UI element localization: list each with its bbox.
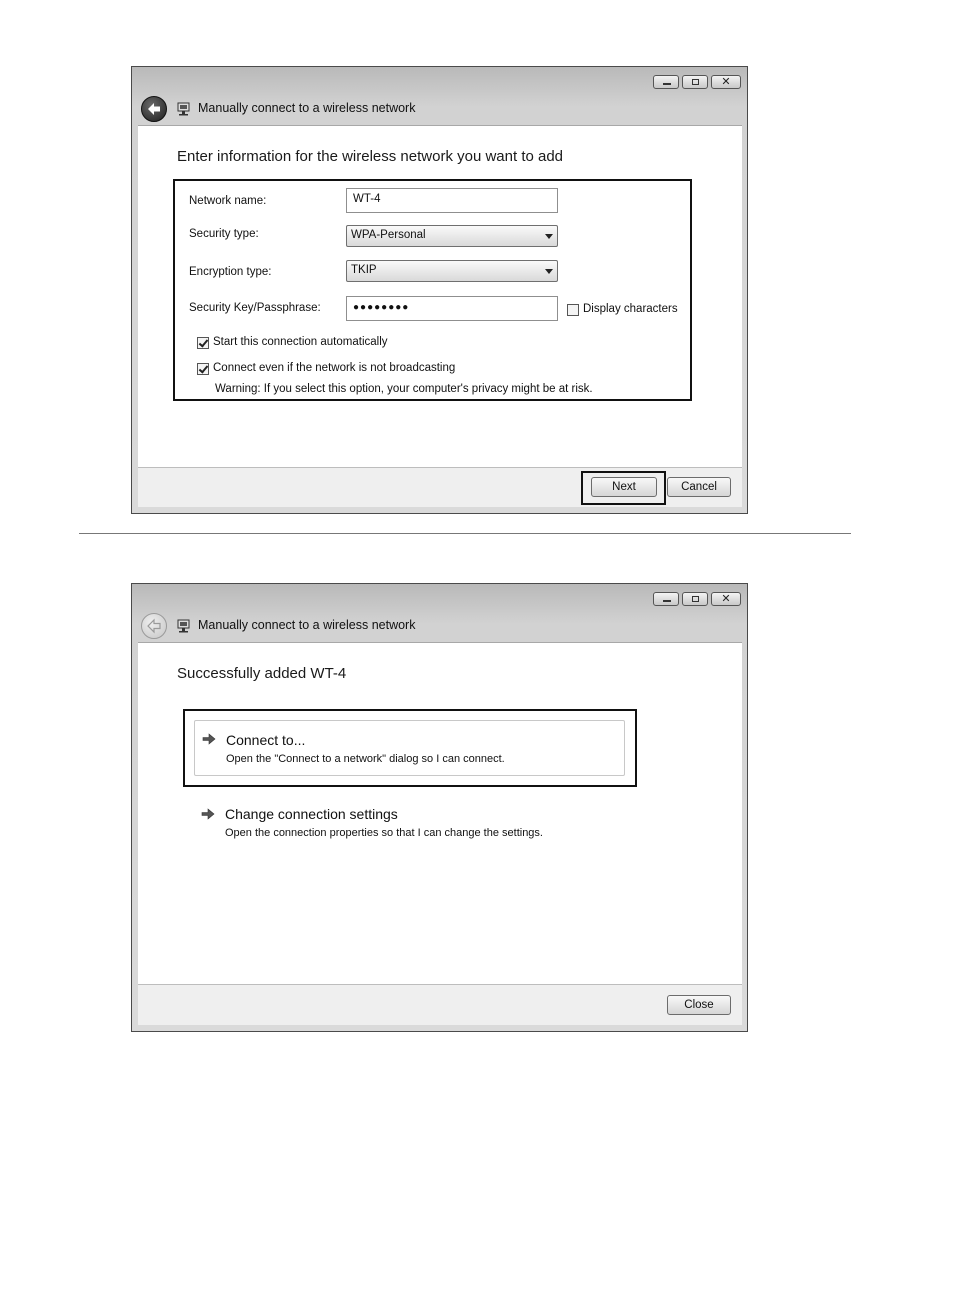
wizard-content [138,125,742,467]
back-button [141,613,167,639]
minimize-icon [663,600,671,602]
minimize-button[interactable] [653,592,679,606]
minimize-icon [663,83,671,85]
section-divider [79,533,851,534]
next-button[interactable]: Next [591,477,657,497]
arrow-right-icon [201,808,215,820]
connect-to-description: Open the "Connect to a network" dialog so I can connect. [226,753,505,765]
back-button[interactable] [141,96,167,122]
connect-not-broadcasting-checkbox[interactable] [197,363,209,375]
back-arrow-icon [146,101,162,117]
page-heading: Successfully added WT-4 [177,665,347,682]
wizard-content [138,642,742,984]
cancel-button[interactable]: Cancel [667,477,731,497]
back-arrow-icon [146,618,162,634]
network-name-input[interactable]: WT-4 [346,188,558,213]
network-icon [176,101,192,117]
close-window-button[interactable] [711,592,741,606]
connect-to-title: Connect to... [226,732,306,748]
minimize-button[interactable] [653,75,679,89]
close-icon: ✕ [721,592,731,605]
close-window-button[interactable] [711,75,741,89]
close-button[interactable]: Close [667,995,731,1015]
page-heading: Enter information for the wireless network you want to add [177,148,564,165]
connect-to-command[interactable] [194,720,625,776]
security-key-label: Security Key/Passphrase: [189,302,321,314]
change-settings-title: Change connection settings [225,806,398,822]
display-characters-label: Display characters [583,303,678,315]
arrow-right-icon [202,733,216,745]
security-type-label: Security type: [189,228,259,240]
change-settings-command[interactable] [194,801,624,845]
wizard-window-add-network [131,66,748,514]
display-characters-checkbox[interactable] [567,304,579,316]
window-title: Manually connect to a wireless network [198,101,416,115]
encryption-type-label: Encryption type: [189,266,272,278]
wizard-footer [138,984,742,1025]
wizard-window-success [131,583,748,1032]
window-controls [653,75,741,89]
change-settings-description: Open the connection properties so that I can change the settings. [225,827,543,839]
connect-not-broadcasting-label: Connect even if the network is not broadcasting [213,362,456,374]
window-controls [653,592,741,606]
encryption-type-value: TKIP [351,264,377,276]
security-key-input[interactable]: ●●●●●●●● [346,296,558,321]
window-title: Manually connect to a wireless network [198,618,416,632]
close-icon: ✕ [721,75,731,88]
maximize-button[interactable] [682,75,708,89]
start-automatically-label: Start this connection automatically [213,336,388,348]
privacy-warning-text: Warning: If you select this option, your computer's privacy might be at risk. [215,383,593,395]
start-automatically-checkbox[interactable] [197,337,209,349]
connect-to-highlight [183,709,637,787]
network-form [173,179,692,401]
security-type-select[interactable] [346,225,558,247]
maximize-icon [692,79,699,85]
network-icon [176,618,192,634]
chevron-down-icon [545,269,553,274]
maximize-button[interactable] [682,592,708,606]
network-name-label: Network name: [189,195,267,207]
maximize-icon [692,596,699,602]
wizard-footer [138,467,742,507]
chevron-down-icon [545,234,553,239]
encryption-type-select[interactable] [346,260,558,282]
security-type-value: WPA-Personal [351,229,426,241]
